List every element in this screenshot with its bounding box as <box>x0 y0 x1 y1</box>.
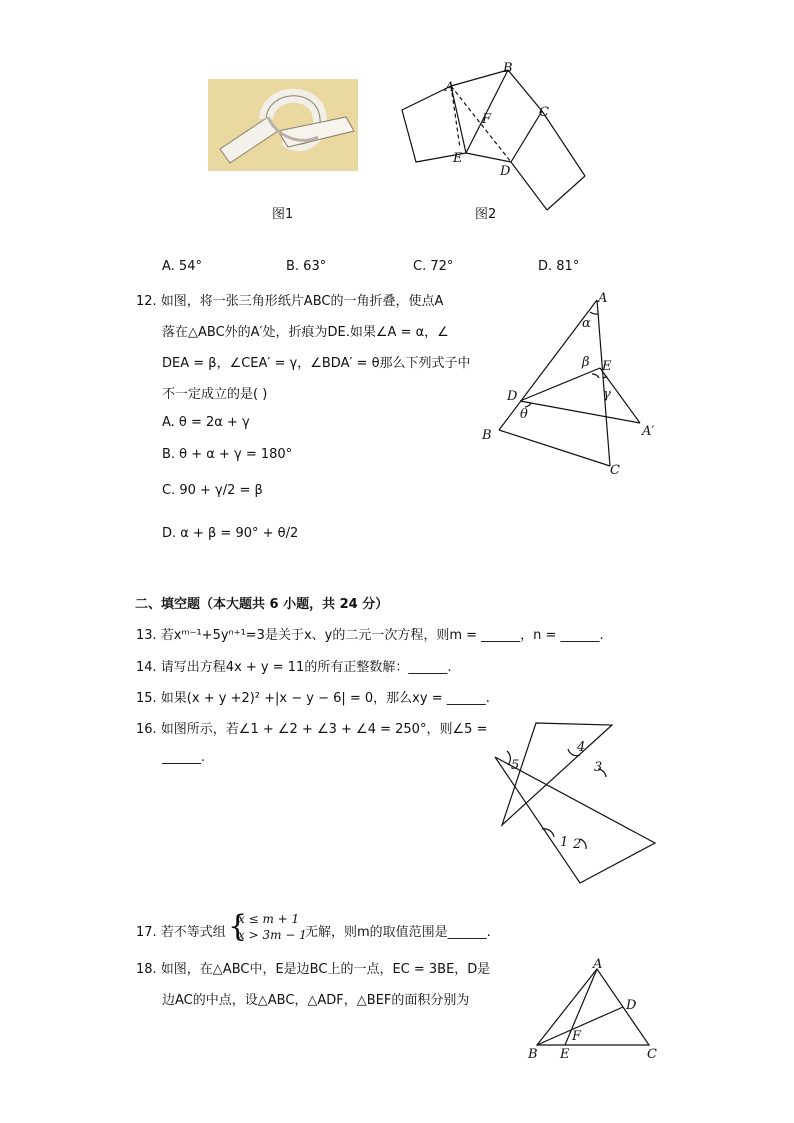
q16-angle-4: 4 <box>577 740 586 755</box>
q12-label-b: B <box>482 428 492 443</box>
q11-option-a: A. 54° <box>162 259 202 274</box>
q18-line-2: 边AC的中点，设△ABC，△ADF，△BEF的面积分别为 <box>162 993 470 1008</box>
q13-text: 13. 若xᵐ⁻¹+5yⁿ⁺¹=3是关于x、y的二元一次方程，则m = ______，n = ______. <box>136 628 604 643</box>
q12-line-3: DEA = β，∠CEA′ = γ，∠BDA′ = θ那么下列式子中 <box>162 356 471 371</box>
fig2-label-e: E <box>453 151 463 166</box>
q12-label-e: E <box>602 359 612 374</box>
q12-label-gamma: γ <box>603 387 611 402</box>
figure-1-photo <box>208 79 358 171</box>
q12-option-b: B. θ + α + γ = 180° <box>162 447 293 462</box>
q12-label-theta: θ <box>520 407 528 422</box>
q18-label-e: E <box>560 1047 570 1062</box>
q18-label-a: A <box>593 957 603 972</box>
q16-angle-2: 2 <box>573 837 582 852</box>
q18-label-c: C <box>647 1047 657 1062</box>
q12-option-c: C. 90 + γ/2 = β <box>162 483 263 498</box>
q17-row-2: x > 3m − 1 <box>238 928 307 942</box>
q12-line-1: 12. 如图，将一张三角形纸片ABC的一角折叠，使点A <box>136 294 444 309</box>
fig2-label-c: C <box>539 105 549 120</box>
q18-label-f: F <box>572 1029 582 1044</box>
q12-triangle-diagram <box>475 288 675 483</box>
q18-label-b: B <box>528 1047 538 1062</box>
paper-knot-illustration <box>208 79 358 171</box>
q14-text: 14. 请写出方程4x + y = 11的所有正整数解：______. <box>136 660 452 675</box>
fig2-label-d: D <box>500 164 511 179</box>
fig2-label-a: A <box>445 80 455 95</box>
q15-text: 15. 如果(x + y +2)² +|x − y − 6| = 0，那么xy = ______. <box>136 691 490 706</box>
q12-option-d: D. α + β = 90° + θ/2 <box>162 526 299 541</box>
section-2-heading: 二、填空题（本大题共 6 小题，共 24 分） <box>135 597 389 612</box>
q17-brace: { <box>228 909 248 944</box>
figure-2-diagram <box>395 58 595 218</box>
q16-line-1: 16. 如图所示，若∠1 + ∠2 + ∠3 + ∠4 = 250°，则∠5 = <box>136 722 488 737</box>
q12-line-4: 不一定成立的是( ) <box>162 387 268 402</box>
q17-suffix: 无解，则m的取值范围是______. <box>305 925 491 940</box>
q16-angle-3: 3 <box>594 760 603 775</box>
fig2-label-b: B <box>503 61 513 76</box>
q18-triangle-diagram <box>520 955 670 1065</box>
q12-label-aprime: A′ <box>642 424 655 439</box>
q17-row-1: x ≤ m + 1 <box>238 912 300 926</box>
q12-label-a: A <box>598 291 608 306</box>
q12-label-beta: β <box>582 355 590 370</box>
q18-line-1: 18. 如图，在△ABC中，E是边BC上的一点，EC = 3BE，D是 <box>136 962 491 977</box>
q16-angle-5: 5 <box>511 758 520 773</box>
fig2-label-f: F <box>482 112 492 127</box>
q12-label-d: D <box>507 389 518 404</box>
q12-line-2: 落在△ABC外的A′处，折痕为DE.如果∠A = α，∠ <box>162 325 449 340</box>
q12-label-c: C <box>610 463 620 478</box>
q16-angle-1: 1 <box>560 835 569 850</box>
figure-2-caption: 图2 <box>475 207 497 222</box>
q17-prefix: 17. 若不等式组 <box>136 925 226 940</box>
figure-1-caption: 图1 <box>272 207 294 222</box>
q11-option-d: D. 81° <box>538 259 580 274</box>
q12-label-alpha: α <box>582 316 591 331</box>
q11-option-c: C. 72° <box>413 259 454 274</box>
q16-star-diagram <box>490 715 665 890</box>
q12-option-a: A. θ = 2α + γ <box>162 415 250 430</box>
q16-line-2: ______. <box>162 750 206 765</box>
q11-option-b: B. 63° <box>286 259 327 274</box>
q18-label-d: D <box>626 998 637 1013</box>
